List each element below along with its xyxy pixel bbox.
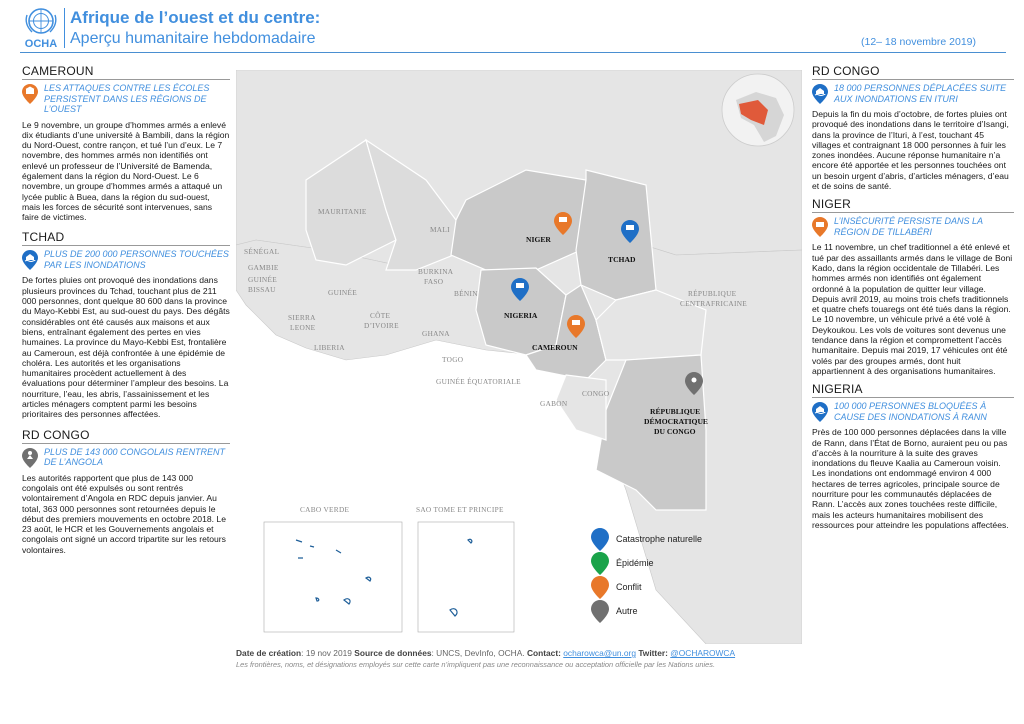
disclaimer: Les frontières, noms, et désignations employés sur cette carte n’impliquent pas une reconnaissance ou acceptation officielle par les Nations unies. [236, 660, 716, 669]
country-tchad [576, 170, 656, 300]
report-period: (12– 18 novembre 2019) [861, 36, 976, 48]
legend-conflict: Conflit [616, 582, 642, 592]
highlight-title: PLUS DE 143 000 CONGOLAIS RENTRENT DE L’ANGOLA [44, 446, 226, 468]
legend-epidemic: Épidémie [616, 558, 654, 568]
label-senegal: SÉNÉGAL [244, 247, 280, 256]
label-congo: CONGO [582, 389, 610, 398]
creation-value: : 19 nov 2019 [301, 648, 352, 658]
ocha-wordmark: OCHA [24, 38, 58, 50]
twitter-label: Twitter: [638, 648, 668, 658]
label-gambie: GAMBIE [248, 263, 279, 272]
right-column [812, 64, 1014, 534]
flood-icon [22, 250, 38, 270]
label-sierra-2: LEONE [290, 323, 316, 332]
header-divider [64, 8, 65, 48]
label-nigeria: NIGERIA [504, 311, 538, 320]
legend-natural-disaster: Catastrophe naturelle [616, 534, 703, 544]
label-rdc-2: DÉMOCRATIQUE [644, 417, 708, 426]
page-subtitle: Aperçu humanitaire hebdomadaire [70, 30, 316, 47]
highlight-title: LES ATTAQUES CONTRE LES ÉCOLES PERSISTENT DANS LES RÉGIONS DE L’OUEST [44, 83, 210, 114]
label-rca-2: CENTRAFRICAINE [680, 299, 748, 308]
label-burkina-1: BURKINA [418, 267, 454, 276]
highlight [812, 401, 1014, 422]
twitter-link[interactable]: @OCHAROWCA [670, 648, 736, 658]
label-sao-tome: SAO TOME ET PRINCIPE [416, 505, 504, 514]
page-title: Afrique de l’ouest et du centre: [70, 8, 321, 27]
label-benin: BÉNIN [454, 289, 478, 298]
cabo-verde-inset [264, 522, 402, 632]
label-guinee-eq: GUINÉE ÉQUATORIALE [436, 377, 521, 386]
highlight [22, 447, 230, 468]
school-icon [22, 84, 38, 104]
africa-locator-inset [722, 74, 794, 146]
label-rca-1: RÉPUBLIQUE [688, 289, 737, 298]
label-mali: MALI [430, 225, 450, 234]
label-cameroun: CAMEROUN [532, 343, 578, 352]
label-guinee: GUINÉE [328, 288, 357, 297]
highlight-title: 100 000 PERSONNES BLOQUÉES À CAUSE DES INONDATIONS À RANN [834, 401, 987, 422]
label-cote-2: D’IVOIRE [364, 321, 399, 330]
section-rdcongo-right [812, 64, 1014, 191]
label-cabo-verde: CABO VERDE [300, 505, 350, 514]
source-label: Source de données [354, 648, 432, 658]
label-liberia: LIBERIA [314, 343, 345, 352]
sao-tome-inset [418, 522, 514, 632]
highlight [22, 249, 230, 270]
highlight-title: L’INSÉCURITÉ PERSISTE DANS LA RÉGION DE TILLABÉRI [834, 216, 983, 237]
contact-label: Contact: [526, 648, 561, 658]
flood-icon [812, 84, 828, 104]
section-cameroun [22, 64, 230, 222]
section-body: Les autorités rapportent que plus de 143 000 congolais ont été expulsés ou sont rentrés volontairement d’Angola en RDC depuis janvier. Au total, 363 000 personnes sont retournées depuis le début des premiers mouvements en octobre 2018. Le 23 août, le HCR et les Gouvernements angolais et congolais ont signé un accord tripartite sur les retours volontaires. [22, 472, 226, 555]
highlight-title: PLUS DE 200 000 PERSONNES TOUCHÉES PAR LES INONDATIONS [44, 249, 229, 270]
section-rdcongo [22, 428, 230, 555]
source-value: : UNCS, DevInfo, OCHA. [431, 648, 525, 658]
label-guinee-bissau-1: GUINÉE [248, 275, 277, 284]
people-icon [22, 448, 38, 468]
highlight [22, 83, 230, 115]
footer [236, 648, 806, 670]
left-column [22, 64, 230, 559]
section-body: Depuis la fin du mois d’octobre, de fortes pluies ont provoqué des inondations dans le territoire d’Isangi, dans la province de l’Ituri, à l’est, touchant 45 villages et contraignant 18 000 personnes à fuir les zones inondées. Aucune réponse humanitaire n’a encore été apportée et les personnes touchées ont un besoin urgent d’abris, d’articles ménagers, d’eau et de soins de santé. [812, 109, 1009, 192]
regional-map [236, 70, 802, 644]
label-niger: NIGER [526, 235, 551, 244]
legend-other: Autre [616, 606, 638, 616]
section-body: Le 9 novembre, un groupe d’hommes armés a enlevé dix étudiants d’une université à Bambili, dans la région du Nord-Ouest, contre rançon, et tué l’un d’eux. Le 7 novembre, des hommes armés non identifiés ont enlevé un professeur de l’Université de Bamenda, également dans la région du Nord-Ouest. Le 6 novembre, un groupe d’hommes armés a attaqué un lycée public à Buea, dans la région du sud-ouest, mais les forces de sécurité sont intervenues, sans faire de victimes. [22, 119, 230, 223]
section-nigeria [812, 382, 1014, 530]
highlight [812, 216, 1014, 237]
label-rdc-1: RÉPUBLIQUE [650, 407, 701, 416]
highlight-title: 18 000 PERSONNES DÉPLACÉES SUITE AUX INONDATIONS EN ITURI [834, 83, 1007, 104]
section-niger [812, 197, 1014, 376]
section-heading: TCHAD [22, 230, 230, 246]
section-tchad [22, 230, 230, 419]
label-burkina-2: FASO [424, 277, 444, 286]
section-heading: NIGERIA [812, 382, 1014, 398]
section-heading: RD CONGO [22, 428, 230, 444]
label-rdc-3: DU CONGO [654, 427, 696, 436]
section-body: De fortes pluies ont provoqué des inondations dans plusieurs provinces du Tchad, touchant plus de 211 000 personnes, dont quelque 80 600 dans la province du Mayo-Kebbi Est, au sud-ouest du pays. Des dégâts considérables ont été causés aux maisons et aux biens, entraînant également des pertes en vies humaines. La province du Mayo-Kebbi Est, frontalière au Cameroun, est déjà confrontée à une épidémie de choléra. Les autorités et les organisations humanitaires procèdent actuellement à des évaluations pour déterminer l’ampleur des besoins. La nourriture, l’eau, les abris, l’assainissement et les articles ménagers comptent parmi les besoins prioritaires des personnes affectées. [22, 275, 230, 420]
section-body: Près de 100 000 personnes déplacées dans la ville de Rann, dans l’État de Borno, auraient peu ou pas d’accès à la nourriture à la suite des graves inondations du fleuve Kaalia au Cameroun voisin. Les inondations ont endommagé environ 4 000 hectares de terres agricoles, principale source de nourriture pour les communautés déplacées de Rann. L’accès aux zones touchées reste difficile, mais les acteurs humanitaires mobilisent des ressources pour atteindre les populations affectées. [812, 427, 1009, 530]
label-cote-1: CÔTE [370, 311, 391, 320]
page-header [20, 6, 1006, 53]
section-heading: NIGER [812, 197, 1014, 213]
label-mauritanie: MAURITANIE [318, 207, 367, 216]
label-sierra-1: SIERRA [288, 313, 316, 322]
contact-email-link[interactable]: ocharowca@un.org [563, 648, 636, 658]
insecurity-icon [812, 217, 828, 237]
creation-label: Date de création [236, 648, 302, 658]
label-gabon: GABON [540, 399, 568, 408]
section-heading: CAMEROUN [22, 64, 230, 80]
section-body: Le 11 novembre, un chef traditionnel a été enlevé et tué par des assaillants armés dans le village de Boni Kado, dans la région occidentale de Tillabéri. Les hommes armés non identifiés ont également ordonné à la population de quitter leur village. Depuis avril 2019, au moins trois chefs traditionnels et quatre chefs touaregs ont été tués dans la région. Le 10 novembre, un véhicule privé a été volé à Deykoukou. Les vols de voitures sont devenus une tendance dans la région et compromettent l’accès humanitaire. Depuis mai 2019, 17 véhicules ont été volés par des groupes armés, dont huit appartiennent à des organisations humanitaires. [812, 242, 1013, 376]
label-tchad: TCHAD [608, 255, 636, 264]
label-guinee-bissau-2: BISSAU [248, 285, 276, 294]
label-ghana: GHANA [422, 329, 450, 338]
flood-icon [812, 402, 828, 422]
section-heading: RD CONGO [812, 64, 1014, 80]
highlight [812, 83, 1014, 104]
label-togo: TOGO [442, 355, 464, 364]
